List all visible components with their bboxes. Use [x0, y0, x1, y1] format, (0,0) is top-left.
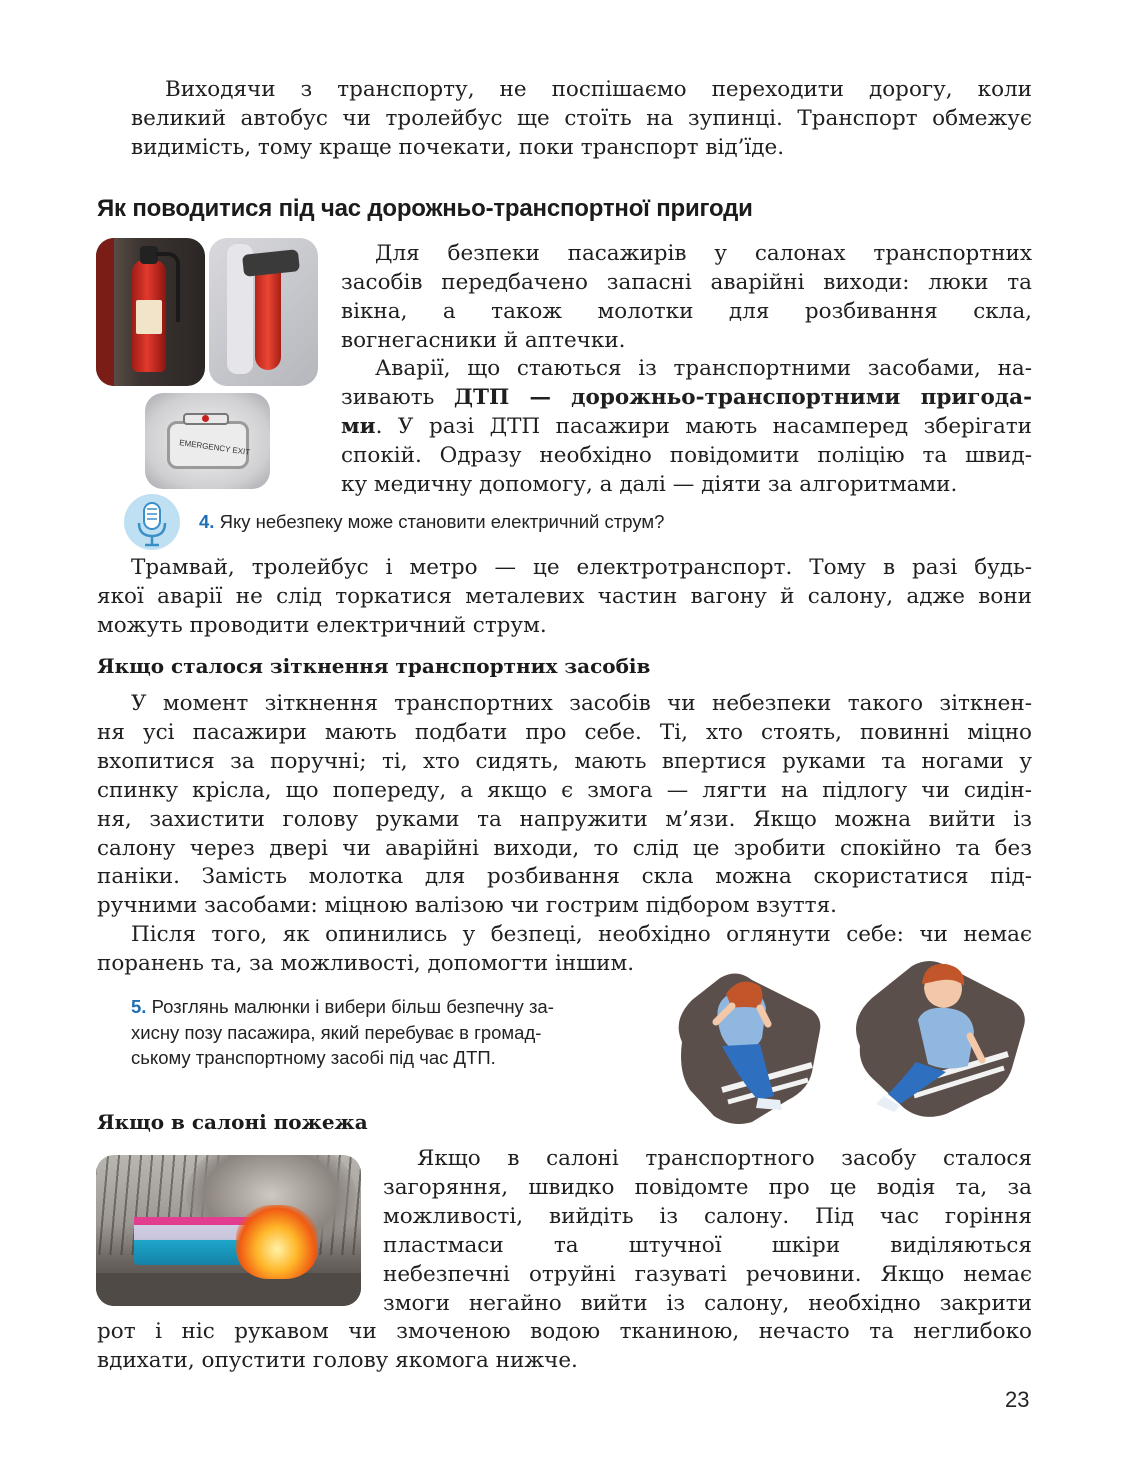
- fire-extinguisher-photo: [96, 238, 205, 386]
- text-line: Аварії, що стаються із транспортними засобами, на-: [375, 356, 1032, 381]
- page-number: 23: [1005, 1387, 1030, 1412]
- dtp-term-bold-end: ми: [341, 413, 376, 439]
- text-line: Трамвай, тролейбус і метро — це електротранспорт. Тому в разі будь-: [131, 555, 1032, 580]
- intro-line: великий автобус чи тролейбус ще стоїть на зупинці. Транспорт обмежує: [131, 105, 1032, 131]
- text-line: паніки. Замість молотка для розбивання скла можна скористатися під-: [97, 864, 1032, 890]
- question-text: Розглянь малюнки і вибери більш безпечну за-: [151, 996, 554, 1017]
- text-line: можуть проводити електричний струм.: [97, 612, 547, 638]
- text-line: спинку крісла, що попереду, а якщо є змога — лягти на підлогу чи сидін-: [97, 777, 1032, 803]
- section-heading-collision: Якщо сталося зіткнення транспортних засобів: [97, 654, 651, 678]
- text-line: засобів передбачено запасні аварійні виходи: люки та: [341, 269, 1032, 295]
- fire-paragraph: [383, 1145, 1032, 1318]
- dtp-definition-paragraph: [341, 355, 1032, 500]
- text-line: [341, 413, 1032, 442]
- text-line: вдихати, опустити голову якомога нижче.: [97, 1347, 578, 1373]
- text-line: вікна, а також молотки для розбивання скла,: [341, 298, 1032, 324]
- burning-bus-photo: [96, 1155, 361, 1306]
- text-line: поранень та, за можливості, допомогти іншим.: [97, 950, 635, 976]
- text-line: змоги негайно вийти із салону, необхідно закрити: [383, 1290, 1032, 1316]
- text-line: пластмаси та штучної шкіри виділяються: [383, 1232, 1032, 1258]
- text-line: У момент зіткнення транспортних засобів чи небезпеки такого зіткнен-: [131, 691, 1032, 716]
- intro-line: Виходячи з транспорту, не поспішаємо переходити дорогу, коли: [165, 77, 1032, 102]
- collision-paragraph: [97, 690, 1032, 921]
- text-line: загоряння, швидко повідомте про це водія та, за: [383, 1174, 1032, 1200]
- emergency-hammer-photo: [209, 238, 318, 386]
- text-line: вхопитися за поручні; ті, хто сидять, мають впертися руками та ногами у: [97, 748, 1032, 774]
- question-line: [131, 994, 661, 1020]
- electro-paragraph: [97, 554, 1032, 641]
- text-line: можливості, вийдіть із салону. Під час горіння: [383, 1203, 1032, 1229]
- section-heading-accident: Як поводитися під час дорожньо-транспортної пригоди: [97, 195, 753, 222]
- question-line: хисну позу пасажира, який перебуває в громад-: [131, 1021, 542, 1043]
- text-line: ня усі пасажири мають подбати про себе. Ті, хто стоять, повинні міцно: [97, 719, 1032, 745]
- passenger-poses-illustration: [662, 950, 1034, 1130]
- emergency-exit-sign: EMERGENCY EXIT: [178, 438, 251, 457]
- text-line: Якщо в салоні транспортного засобу сталося: [417, 1146, 1032, 1171]
- text-line: ку медичну допомогу, а далі — діяти за алгоритмами.: [341, 471, 958, 497]
- microphone-icon: [124, 494, 180, 550]
- question-number: 4.: [199, 511, 215, 532]
- text-line: ручними засобами: міцною валізою чи гострим підбором взуття.: [97, 893, 837, 919]
- question-5: [131, 994, 661, 1071]
- safety-equipment-paragraph: [341, 240, 1032, 356]
- text-line: салону через двері чи аварійні виходи, то слід це зробити спокійно та без: [97, 835, 1032, 861]
- question-number: 5.: [131, 996, 147, 1017]
- intro-paragraph: [97, 76, 1032, 163]
- text-line: Для безпеки пасажирів у салонах транспортних: [375, 241, 1032, 266]
- text-line: небезпечні отруйні газуваті речовини. Якщо немає: [383, 1261, 1032, 1287]
- intro-line: видимість, тому краще почекати, поки транспорт від’їде.: [131, 134, 785, 160]
- text-line: ня, захистити голову руками та напружити м’язи. Якщо можна вийти із: [97, 806, 1032, 832]
- question-text: Яку небезпеку може становити електричний струм?: [219, 511, 665, 532]
- question-line: ському транспортному засобі під час ДТП.: [131, 1047, 496, 1068]
- section-heading-fire: Якщо в салоні пожежа: [97, 1110, 368, 1134]
- emergency-exit-hatch-photo: [145, 393, 270, 489]
- question-4: [199, 511, 664, 533]
- text-line: [341, 384, 1032, 413]
- text-line: Після того, як опинились у безпеці, необхідно оглянути себе: чи немає: [131, 922, 1032, 947]
- dtp-term-bold: ДТП — дорожньо-транспортними пригода-: [453, 384, 1032, 410]
- text-run: . У разі ДТП пасажири мають насамперед зберігати: [375, 413, 1032, 439]
- fire-paragraph-continued: [97, 1318, 1032, 1376]
- text-line: якої аварії не слід торкатися металевих частин вагону й салону, адже вони: [97, 583, 1032, 609]
- text-run: зивають: [341, 384, 454, 410]
- text-line: рот і ніс рукавом чи змоченою водою тканиною, нечасто та неглибоко: [97, 1319, 1032, 1344]
- text-line: вогнегасники й аптечки.: [341, 327, 626, 353]
- text-line: спокій. Одразу необхідно повідомити поліцію та швид-: [341, 442, 1032, 468]
